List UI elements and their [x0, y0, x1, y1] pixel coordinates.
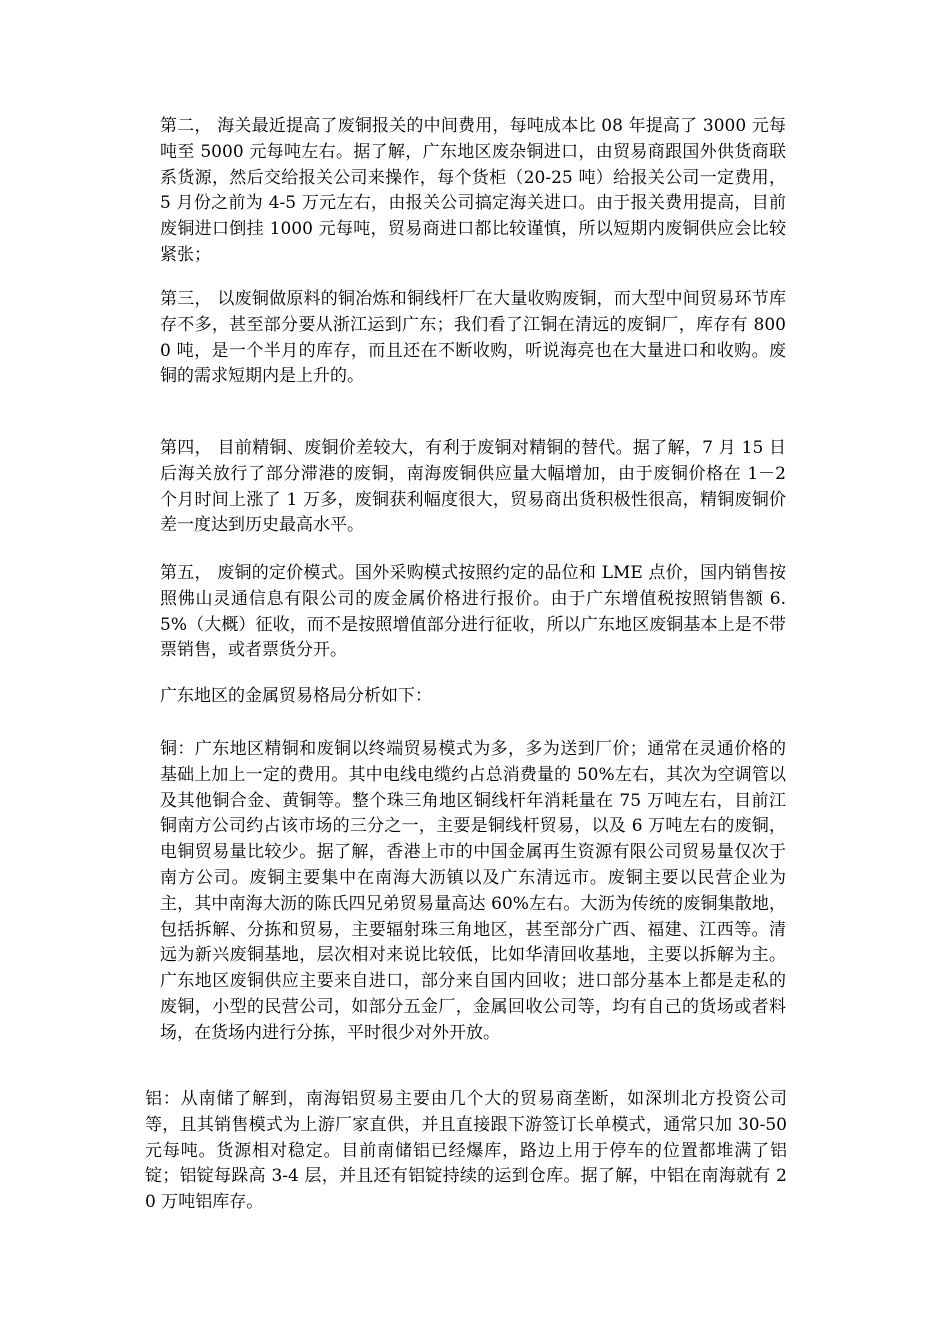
paragraph-fifth-point: 第五， 废铜的定价模式。国外采购模式按照约定的品位和 LME 点价，国内销售按照佛山灵通信息有限公司的废金属价格进行报价。由于广东增值税按照销售额 6.5%（大概）征收，而不是按照增值部分进行征收，所以广东地区废铜基本上是不带票销售，或者票货分开。: [160, 563, 786, 661]
paragraph-second-point: 第二， 海关最近提高了废铜报关的中间费用，每吨成本比 08 年提高了 3000 元每吨至 5000 元每吨左右。据了解，广东地区废杂铜进口，由贸易商跟国外供货商联系货源，然后交给报关公司来操作，每个货柜（20-25 吨）给报关公司一定费用，5 月份之前为 4-5 万元左右，由报关公司搞定海关进口。由于报关费用提高，目前废铜进口倒挂 1000 元每吨，贸易商进口都比较谨慎，所以短期内废铜供应会比较紧张；: [160, 116, 786, 265]
paragraph-aluminum: 铝：从南储了解到，南海铝贸易主要由几个大的贸易商垄断，如深圳北方投资公司等，且其销售模式为上游厂家直供，并且直接跟下游签订长单模式，通常只加 30-50 元每吨。货源相对稳定。目前南储铝已经爆库，路边上用于停车的位置都堆满了铝锭；铝锭每跺高 3-4 层，并且还有铝锭持续的运到仓库。据了解，中铝在南海就有 20 万吨铝库存。: [145, 1089, 787, 1213]
section-heading-trade-pattern: 广东地区的金属贸易格局分析如下：: [160, 686, 432, 706]
paragraph-fourth-point: 第四， 目前精铜、废铜价差较大，有利于废铜对精铜的替代。据了解，7 月 15 日后海关放行了部分滞港的废铜，南海废铜供应量大幅增加，由于废铜价格在 1－2 个月时间上涨了 1 万多，废铜获利幅度很大，贸易商出货积极性很高，精铜废铜价差一度达到历史最高水平。: [160, 438, 786, 536]
paragraph-third-point: 第三， 以废铜做原料的铜冶炼和铜线杆厂在大量收购废铜，而大型中间贸易环节库存不多，甚至部分要从浙江运到广东；我们看了江铜在清远的废铜厂，库存有 8000 吨，是一个半月的库存，而且还在不断收购，听说海亮也在大量进口和收购。废铜的需求短期内是上升的。: [160, 289, 786, 387]
paragraph-copper: 铜：广东地区精铜和废铜以终端贸易模式为多，多为送到厂价；通常在灵通价格的基础上加上一定的费用。其中电线电缆约占总消费量的 50%左右，其次为空调管以及其他铜合金、黄铜等。整个珠三角地区铜线杆年消耗量在 75 万吨左右，目前江铜南方公司约占该市场的三分之一，主要是铜线杆贸易，以及 6 万吨左右的废铜，电铜贸易量比较少。据了解，香港上市的中国金属再生资源有限公司贸易量仅次于南方公司。废铜主要集中在南海大沥镇以及广东清远市。废铜主要以民营企业为主，其中南海大沥的陈氏四兄弟贸易量高达 60%左右。大沥为传统的废铜集散地，包括拆解、分拣和贸易，主要辐射珠三角地区，甚至部分广西、福建、江西等。清远为新兴废铜基地，层次相对来说比较低，比如华清回收基地，主要以拆解为主。广东地区废铜供应主要来自进口，部分来自国内回收；进口部分基本上都是走私的废铜，小型的民营公司，如部分五金厂，金属回收公司等，均有自己的货场或者料场，在货场内进行分拣，平时很少对外开放。: [160, 739, 786, 1043]
